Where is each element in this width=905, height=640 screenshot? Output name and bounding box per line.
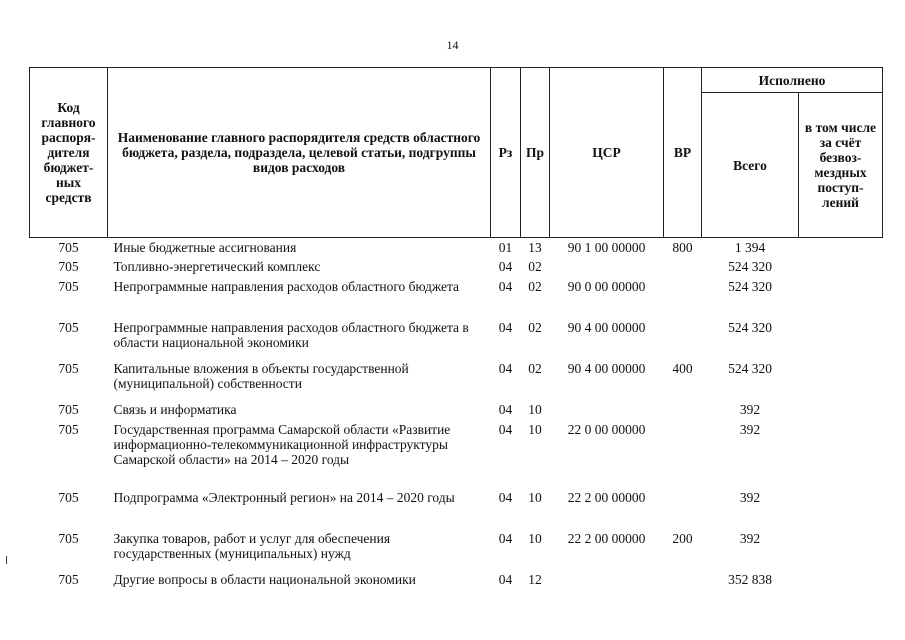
table-row [30,570,883,592]
cell-pr: 12 [528,572,542,587]
cell-name: Иные бюджетные ассигнования [113,240,297,255]
cell-csr: 90 0 00 00000 [567,279,646,294]
cell-vr: 200 [672,531,693,546]
cell-rz: 04 [498,279,513,294]
header-code: Код главного распоря-дителя бюджет-ных средств [30,68,108,238]
cell-rz: 04 [498,490,513,505]
cell-free [799,488,883,529]
cell-pr: 02 [528,259,542,274]
cell-free [799,257,883,277]
cell-pr: 02 [528,361,542,376]
cell-vr [664,570,702,592]
cell-code: 705 [58,572,79,587]
header-rz: Рз [491,68,521,238]
table-row [30,359,883,400]
cell-name: Связь и информатика [113,402,237,417]
table-row [30,277,883,318]
table-row [30,400,883,420]
cell-name: Непрограммные направления расходов областного бюджета в области национальной экономики [113,320,469,350]
cell-total: 524 320 [728,259,772,274]
cell-rz: 04 [498,259,513,274]
cell-free [799,238,883,258]
cell-name: Капитальные вложения в объекты государственной (муниципальной) собственности [113,361,409,391]
cell-pr: 10 [528,422,542,437]
cell-total: 392 [739,490,761,505]
cell-total: 524 320 [728,361,772,376]
header-executed: Исполнено [702,68,883,93]
cell-total: 392 [739,422,761,437]
cell-vr [664,400,702,420]
cell-code: 705 [58,320,79,335]
cell-pr: 13 [528,240,542,255]
table-body [30,238,883,593]
budget-table [29,67,883,592]
cell-free [799,277,883,318]
table-row [30,257,883,277]
cell-name: Другие вопросы в области национальной экономики [113,572,416,587]
cell-free [799,570,883,592]
cell-free [799,420,883,488]
cell-vr [664,318,702,359]
cell-csr: 90 4 00 00000 [567,320,646,335]
cell-csr [550,257,664,277]
cell-code: 705 [58,422,79,437]
cell-total: 524 320 [728,279,772,294]
cell-free [799,359,883,400]
cell-vr: 400 [672,361,693,376]
cell-pr: 10 [528,531,542,546]
table-header [30,68,883,238]
cell-pr: 10 [528,490,542,505]
cell-vr [664,277,702,318]
cell-pr: 10 [528,402,542,417]
cell-total: 392 [739,402,761,417]
cell-name: Государственная программа Самарской области «Развитие информационно-телекоммуникационной инфраструктуры Самарской области» на 2014 – 2020 годы [113,422,451,467]
header-vr: ВР [664,68,702,238]
cell-code: 705 [58,490,79,505]
cell-free [799,318,883,359]
cell-rz: 04 [498,402,513,417]
cell-code: 705 [58,279,79,294]
header-csr: ЦСР [550,68,664,238]
cell-rz: 04 [498,320,513,335]
cell-vr [664,257,702,277]
table-row [30,318,883,359]
cell-vr [664,488,702,529]
table-row [30,488,883,529]
cell-code: 705 [58,402,79,417]
cell-free [799,400,883,420]
cell-csr [550,570,664,592]
cell-rz: 04 [498,572,513,587]
header-free: в том числе за счёт безвоз-мездных поступ-лений [799,93,883,238]
cell-csr: 90 4 00 00000 [567,361,646,376]
cell-total: 352 838 [728,572,772,587]
cell-free [799,529,883,570]
cell-code: 705 [58,361,79,376]
cell-rz: 04 [498,422,513,437]
cell-rz: 01 [498,240,513,255]
cell-csr: 22 0 00 00000 [567,422,646,437]
cell-csr: 22 2 00 00000 [567,490,646,505]
header-name: Наименование главного распорядителя средств областного бюджета, раздела, подраздела, целевой статьи, подгруппы видов расходов [108,68,491,238]
table-row [30,529,883,570]
cell-vr [664,420,702,488]
cell-pr: 02 [528,279,542,294]
table-row [30,420,883,488]
cell-code: 705 [58,240,79,255]
header-pr: Пр [521,68,550,238]
cell-code: 705 [58,259,79,274]
cell-rz: 04 [498,531,513,546]
cell-vr: 800 [672,240,693,255]
table-row [30,238,883,258]
cell-name: Закупка товаров, работ и услуг для обеспечения государственных (муниципальных) нужд [113,531,391,561]
cell-csr: 90 1 00 00000 [567,240,646,255]
cell-rz: 04 [498,361,513,376]
cell-csr: 22 2 00 00000 [567,531,646,546]
cell-pr: 02 [528,320,542,335]
header-total: Всего [702,93,799,238]
cell-total: 392 [739,531,761,546]
page-number: 14 [446,38,459,52]
cell-name: Топливно-энергетический комплекс [113,259,321,274]
cell-name: Непрограммные направления расходов областного бюджета [113,279,460,294]
cell-total: 1 394 [734,240,766,255]
cell-name: Подпрограмма «Электронный регион» на 2014 – 2020 годы [113,490,455,505]
cell-total: 524 320 [728,320,772,335]
margin-mark [6,556,7,564]
cell-code: 705 [58,531,79,546]
cell-csr [550,400,664,420]
